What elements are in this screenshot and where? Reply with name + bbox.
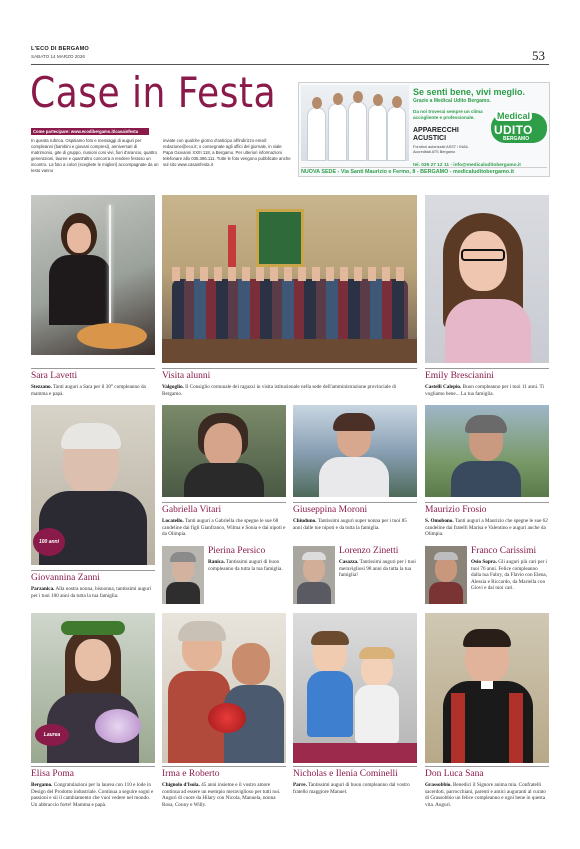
photo-irma-e-roberto (162, 613, 286, 763)
entry-visita-alunni: Visita alunni Valgoglio. Il Consiglio comunale dei ragazzi in visita istituzionale nella sede dell'amministrazione provinciale di Bergamo. (162, 368, 417, 397)
badge-100-anni: 100 anni (33, 528, 65, 556)
entry-franco-carissimi: Franco Carissimi Osio Sopra. Gli auguri più cari per i tuoi 76 anni. Felice compleanno dalla tua Fabry, da Flavio con Elena, Alessia e Riccardo, da Mariella con Giovi e dai tuoi cari. (471, 546, 548, 592)
photo-giuseppina-moroni (293, 405, 417, 497)
photo-emily-brescianini (425, 195, 549, 363)
entry-gabriella-vitari: Gabriella Vitari Locatello. Tanti auguri a Gabriella che spegne le sue 68 candeline dai figli Gianfranco, Wilma e Sonia e dai nipoti e da Olimpia. (162, 502, 286, 538)
page-number: 53 (532, 48, 545, 63)
badge-laurea: Laurea (35, 724, 69, 746)
entry-irma-e-roberto: Irma e Roberto Chignolo d'Isola. 45 anni insieme e il vostro amore continua ad essere un esempio meraviglioso per tutti noi. Auguri di cuore da Hilary con Nicola, Manuela, nonna Rosa, Conny e Willy. (162, 766, 286, 808)
header-rule (31, 64, 549, 65)
advertisement[interactable] (298, 82, 550, 177)
ad-product: APPARECCHI ACUSTICI (413, 127, 459, 142)
page-title: Case in Festa (30, 68, 277, 117)
ad-staff-photo (301, 85, 409, 161)
entry-lorenzo-zinetti: Lorenzo Zinetti Casazza. Tantissimi auguri per i tuoi meravigliosi 98 anni da tutta la tua famiglia! (339, 546, 416, 579)
ad-headline: Se senti bene, vivi meglio. (413, 87, 526, 97)
participation-bar: Come partecipare: www.ecodibergamo.it/casainfesta (31, 128, 149, 135)
entry-don-luca-sana: Don Luca Sana Grassobbio. Benedici il Signore anima mia. Confratelli sacerdoti, parrocchiani, parenti e amici auguranti al curato di Grassobbio un felice compleanno e ogni bene in questa vita. Auguri. (425, 766, 549, 808)
photo-don-luca-sana (425, 613, 549, 763)
ad-contact: tel. 035 27 12 11 - info@medicaluditobergamo.it (413, 163, 521, 168)
photo-sara-lavetti (31, 195, 155, 355)
intro-text-col1: In questa rubrica. Ospitiamo foto e messaggi di auguri per compleanni (bambini e giovani compresi), anniversari di matrimonio, gite di gruppo, riunioni coni vivi, fiori d'arancio, quattro generazioni, lauree e quant'altro concorra a rendere festoso un incontro. La foto a colori (scegliete le migliori) accompagnate da un testo vanno (31, 138, 159, 174)
issue-date: SABATO 14 MARZO 2026 (31, 54, 85, 59)
photo-pierina-persico (162, 546, 204, 604)
ad-logo: Medical UDITO BERGAMO (491, 111, 547, 147)
ad-text: Da noi troverai sempre un clima accogliente e professionale. (413, 109, 483, 120)
photo-maurizio-frosio (425, 405, 549, 497)
entry-nicholas-e-ilenia-cominelli: Nicholas e Ilenia Cominelli Parre. Tantissimi auguri di buon compleanno dal vostro fratello maggiore Manuel. (293, 766, 417, 795)
ad-footer: NUOVA SEDE - Via Santi Maurizio e Fermo, 8 - BERGAMO - medicaluditobergamo.it (301, 167, 547, 175)
entry-giovannina-zanni: Giovannina Zanni Parzanica. Alla nostra nonna, bisnonna, tantissimi auguri per i tuoi 100 anni da tutta la tua famiglia. (31, 570, 155, 599)
entry-sara-lavetti: Sara Lavetti Stezzano. Tanti auguri a Sara per il 30° compleanno da mamma e papà. (31, 368, 155, 397)
photo-gabriella-vitari (162, 405, 286, 497)
intro-text-col2: inviate con qualche giorno d'anticipo all'indirizzo email: redazione@eco.it; o consegnate agli uffici del giornale, in viale Papa Giovanni XXIII 118, a Bergamo. Per ulteriori informazioni telefonare allo 035.386.111. Tutte le foto vengono pubblicate anche sul sito www.casainfesta.it (163, 138, 291, 168)
entry-giuseppina-moroni: Giuseppina Moroni Chiuduno. Tantissimi auguri super nonna per i tuoi 85 anni dalle tue nipoti e da tutta la famiglia. (293, 502, 417, 531)
newspaper-name: L'ECO DI BERGAMO (31, 46, 89, 52)
entry-pierina-persico: Pierina Persico Ranica. Tantissimi auguri di buon compleanno da tutta la tua famiglia. (208, 546, 283, 572)
photo-franco-carissimi (425, 546, 467, 604)
photo-lorenzo-zinetti (293, 546, 335, 604)
ad-subheadline: Grazie a Medical Udito Bergamo. (413, 98, 491, 104)
ad-fine-print: Fornitori autorizzati ASST / INAIL Accreditati ATS Bergamo (413, 145, 469, 154)
photo-visita-alunni (162, 195, 417, 363)
entry-maurizio-frosio: Maurizio Frosio S. Omobono. Tanti auguri a Maurizio che spegne le sue 62 candeline dai fratelli Marisa e Valentino e auguri anche da Olimpia. (425, 502, 549, 538)
photo-nicholas-e-ilenia-cominelli (293, 613, 417, 763)
entry-elisa-poma: Elisa Poma Bergamo. Congratulazioni per la laurea con 110 e lode in Design del Prodotto industriale. Continua a seguire sogni e passioni e sii il cambiamento che vuoi vedere nel mondo. Un abbraccio forte! Mamma e papà. (31, 766, 155, 808)
entry-emily-brescianini: Emily Brescianini Castelli Calepio. Buon compleanno per i tuoi 11 anni. Ti vogliamo bene... La tua famiglia. (425, 368, 549, 397)
